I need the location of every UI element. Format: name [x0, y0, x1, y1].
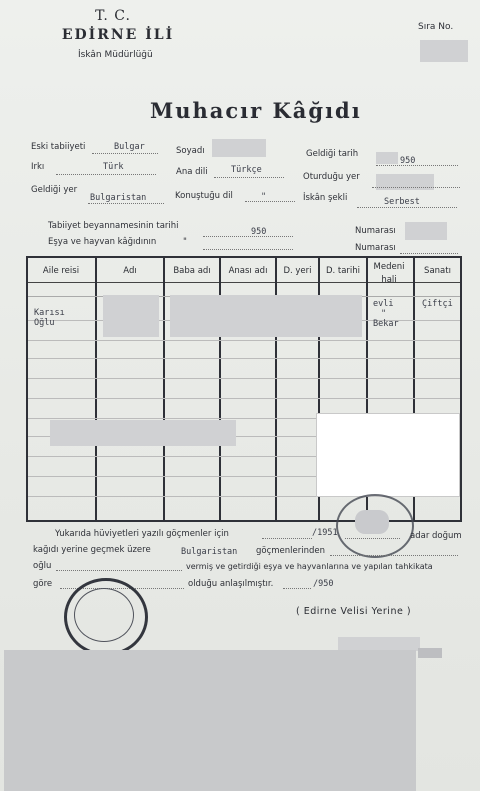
- table-row-1-medeni: Bekar: [373, 319, 399, 329]
- sira-label: Sıra No.: [418, 22, 454, 32]
- footer-line4a: göre: [33, 579, 53, 589]
- redacted-bottom-right: [418, 648, 442, 658]
- redacted-photo: [316, 413, 460, 497]
- table-row-0-medeni: evli: [373, 299, 394, 309]
- redacted-soyadi: [212, 139, 266, 157]
- ana-dili-value: Türkçe: [231, 165, 262, 175]
- table-ditto-mark: ": [381, 309, 387, 319]
- col-header-aile-reisi: Aile reisi: [42, 266, 80, 276]
- header-office: İskân Müdürlüğü: [78, 50, 153, 60]
- footer-line1a: Yukarıda hüviyetleri yazılı göçmenler için: [55, 529, 229, 539]
- esya-label: Eşya ve hayvan kâğıdının: [48, 237, 157, 247]
- soyadi-label: Soyadı: [176, 146, 205, 156]
- stamp-inner-ring: [74, 588, 134, 642]
- footer-line2b: göçmenlerinden: [256, 546, 326, 556]
- redacted-numarasi: [405, 222, 447, 240]
- eski-tabiiyet-value: Bulgar: [114, 142, 145, 152]
- redacted-geldigi-tarih: [376, 152, 398, 164]
- oturdugu-yer-label: Oturduğu yer: [303, 172, 360, 182]
- footer-line2a: kağıdı yerine geçmek üzere: [33, 545, 151, 555]
- table-row-0-sanat: Çiftçi: [422, 299, 453, 309]
- redacted-stamp-center: [355, 510, 389, 534]
- geldigi-tarih-label: Geldiği tarih: [306, 149, 359, 159]
- col-header-d-yeri: D. yeri: [283, 266, 312, 276]
- footer-line3a: oğlu: [33, 561, 52, 571]
- signature-line: ( Edirne Velisi Yerine ): [296, 606, 412, 617]
- iskan-sekli-label: İskân şekli: [303, 193, 348, 203]
- redacted-parents: [170, 295, 362, 337]
- col-header-anasi-adi: Anası adı: [228, 266, 268, 276]
- table-row-0-aile: Karısı: [34, 308, 65, 318]
- ana-dili-label: Ana dili: [176, 167, 208, 177]
- header-province: EDİRNE İLİ: [61, 27, 175, 43]
- konustugu-dil-label: Konuştuğu dil: [175, 191, 233, 201]
- geldigi-yer-label: Geldiği yer: [31, 185, 78, 195]
- header-tc: T. C.: [95, 8, 131, 24]
- footer-line1b: adar doğum: [410, 531, 462, 541]
- col-header-baba-adi: Baba adı: [173, 266, 211, 276]
- col-header-sanati: Sanatı: [424, 266, 451, 276]
- esya-ditto: ": [183, 237, 187, 247]
- col-header-d-tarihi: D. tarihi: [325, 266, 361, 276]
- numarasi2-label: Numarası: [355, 243, 396, 253]
- konustugu-dil-value: ": [261, 192, 267, 202]
- redacted-names: [103, 295, 159, 337]
- footer-line4-year: /950: [313, 579, 334, 589]
- col-header-adi: Adı: [123, 266, 137, 276]
- table-row-1-aile: Oğlu: [34, 318, 55, 328]
- redacted-sira-no: [420, 40, 468, 62]
- beyanname-value: 950: [251, 227, 267, 237]
- redacted-signature: [338, 637, 420, 651]
- geldigi-yer-value: Bulgaristan: [90, 193, 147, 203]
- redacted-head-name: [50, 420, 236, 446]
- eski-tabiiyet-label: Eski tabiiyeti: [31, 142, 86, 152]
- footer-line1-year: /1951: [312, 528, 338, 538]
- footer-line4b: olduğu anlaşılmıştır.: [188, 579, 274, 589]
- geldigi-tarih-value: 950: [400, 156, 416, 166]
- iskan-sekli-value: Serbest: [384, 197, 420, 207]
- irki-label: Irkı: [31, 162, 45, 172]
- numarasi-label: Numarası: [355, 226, 396, 236]
- irki-value: Türk: [103, 162, 124, 172]
- col-header-medeni-hali: Medeni hali: [373, 262, 405, 285]
- page-title: Muhacır Kâğıdı: [150, 98, 362, 123]
- redacted-bottom-section: [4, 650, 416, 791]
- footer-line3b: vermiş ve getirdiği eşya ve hayvanlarına ve yapılan tahkikata: [186, 562, 433, 571]
- beyanname-label: Tabiiyet beyannamesinin tarihi: [48, 221, 179, 231]
- footer-line2-country: Bulgaristan: [181, 547, 238, 557]
